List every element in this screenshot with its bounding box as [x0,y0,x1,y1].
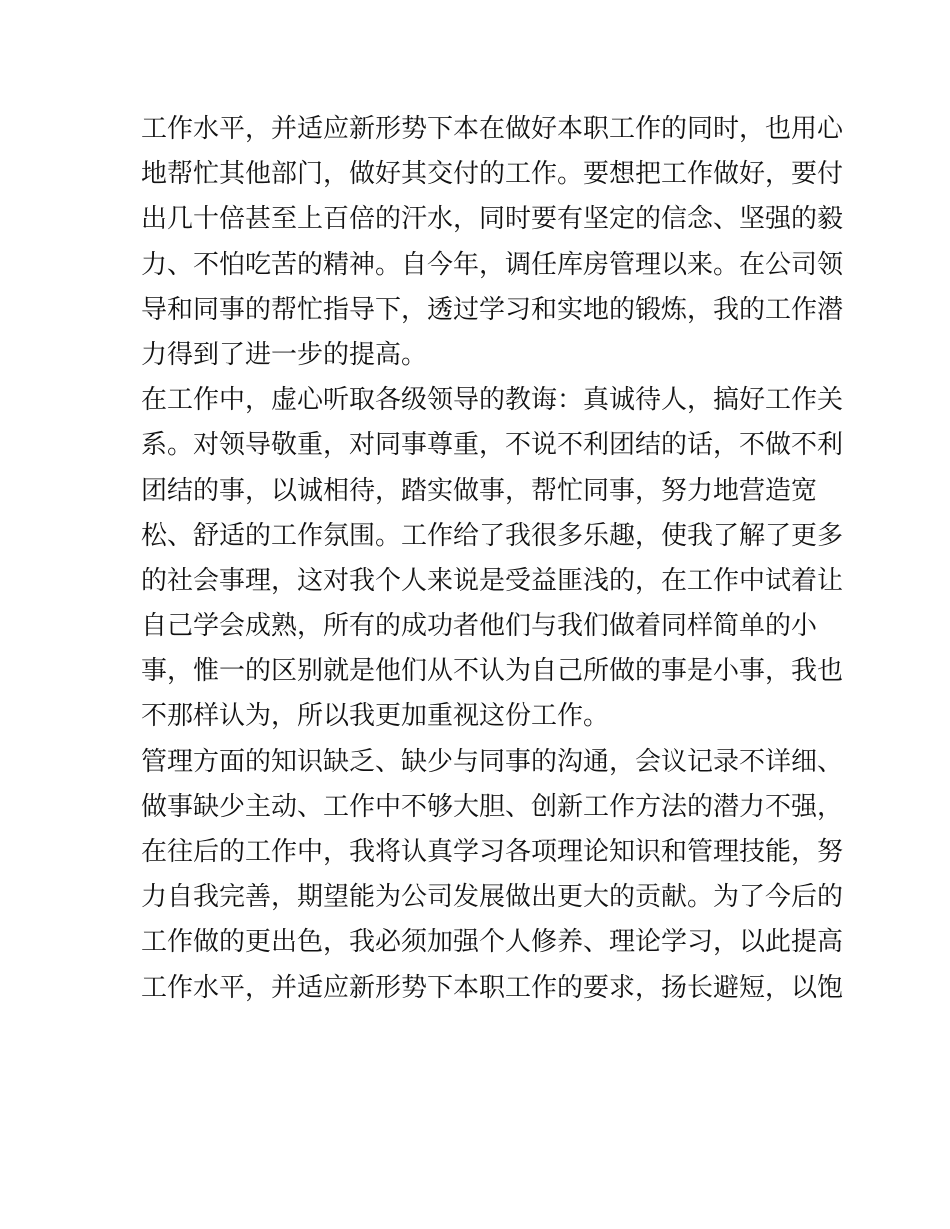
text-line: 在往后的工作中，我将认真学习各项理论知识和管理技能，努 [141,837,844,867]
body-text [141,107,844,1011]
text-line: 系。对领导敬重，对同事尊重，不说不利团结的话，不做不利 [141,430,844,461]
text-line: 做事缺少主动、工作中不够大胆、创新工作方法的潜力不强， [141,791,844,822]
text-line: 事，惟一的区别就是他们从不认为自己所做的事是小事，我也 [141,656,844,687]
text-line: 工作水平，并适应新形势下本在做好本职工作的同时，也用心 [141,114,844,144]
text-line: 力得到了进一步的提高。 [141,339,428,370]
text-line: 导和同事的帮忙指导下，透过学习和实地的锻炼，我的工作潜 [141,294,844,325]
text-line: 的社会事理，这对我个人来说是受益匪浅的，在工作中试着让 [141,565,844,596]
text-line: 力、不怕吃苦的精神。自今年，调任库房管理以来。在公司领 [141,249,844,280]
text-line: 工作水平，并适应新形势下本职工作的要求，扬长避短，以饱 [141,972,844,1003]
text-line: 团结的事，以诚相待，踏实做事，帮忙同事，努力地营造宽 [141,475,818,506]
text-line: 松、舒适的工作氛围。工作给了我很多乐趣，使我了解了更多 [141,520,844,551]
text-line: 在工作中，虚心听取各级领导的教诲：真诚待人，搞好工作关 [141,385,844,416]
text-line: 力自我完善，期望能为公司发展做出更大的贡献。为了今后的 [141,882,844,913]
text-line: 出几十倍甚至上百倍的汗水，同时要有坚定的信念、坚强的毅 [141,204,844,235]
text-line: 管理方面的知识缺乏、缺少与同事的沟通，会议记录不详细、 [141,746,844,777]
text-line: 不那样认为，所以我更加重视这份工作。 [141,701,610,732]
text-line: 地帮忙其他部门，做好其交付的工作。要想把工作做好，要付 [141,159,844,190]
text-line: 工作做的更出色，我必须加强个人修养、理论学习，以此提高 [141,927,844,958]
text-line: 自己学会成熟，所有的成功者他们与我们做着同样简单的小 [141,611,818,642]
